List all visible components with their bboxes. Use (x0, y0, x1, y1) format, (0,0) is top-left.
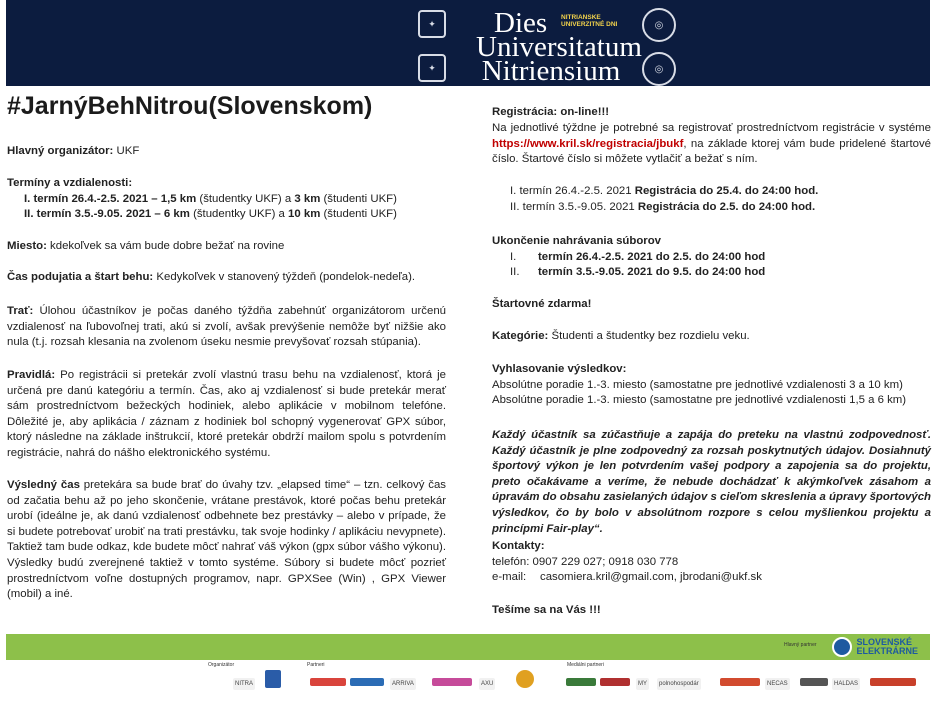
partner-logo: NECAS (765, 678, 790, 690)
upload1-number: I. (510, 250, 517, 263)
upload1-deadline: termín 26.4.-2.5. 2021 do 2.5. do 24:00 hod (538, 250, 766, 263)
track-label: Trať: (7, 305, 34, 317)
rules-value: Po registrácii si pretekár zvolí vlastnú trasu behu na vzdialenosť, ktorá je určená pre danú kategóriu a termín. Čas, ako aj vzdialenosť si bude pretekár merať sám prostredníctvom bežeckých hodiniek, alebo aplikácie v mobilnom telefóne. Dôležité je, aby aplikácia / záznam z hodiniek bol schopný vygenerovať GPX súbor, ktorý následne na základe inštrukcií, ktoré pretekár obdrží mailom spolu s potvrdením registrácie, nahrá do nášho elektronického systému. (7, 369, 446, 459)
reg-term1-dates: I. termín 26.4.-2.5. 2021 (510, 185, 635, 197)
results-line: Absolútne poradie 1.-3. miesto (samostatne pre jednotlivé vzdialenosti 3 a 10 km) (492, 378, 903, 391)
media-logo-icon (566, 678, 596, 686)
categories-value: Študenti a študentky bez rozdielu veku. (548, 330, 750, 342)
partner-logo: ARRIVA (390, 678, 416, 690)
closing-line: Tešíme sa na Vás !!! (492, 604, 601, 616)
media-logos-label: Mediálni partneri (567, 662, 604, 668)
place-line (7, 239, 447, 255)
email-value[interactable]: casomiera.kril@gmail.com, jbrodani@ukf.sk (540, 571, 762, 584)
logo-subtitle (561, 14, 621, 28)
term1-distance: 3 km (294, 192, 321, 205)
partner-logo-icon (432, 678, 472, 686)
header-banner (6, 0, 930, 86)
organizer-label: Hlavný organizátor: (7, 145, 114, 157)
se-logo-icon (832, 637, 852, 657)
registration-label: Registrácia: (492, 106, 558, 118)
organizer-line (7, 144, 447, 160)
terms-block (7, 176, 447, 223)
partner-name: SLOVENSKÉ (856, 637, 912, 647)
results-label: Vyhlasovanie výsledkov: (492, 363, 627, 375)
upload2-deadline: termín 3.5.-9.05. 2021 do 9.5. do 24:00 hod (538, 266, 766, 279)
media-logo-icon (600, 678, 630, 686)
term1-text: (študentky UKF) a (196, 192, 295, 205)
reg-term2-deadline: Registrácia do 2.5. do 24:00 hod. (637, 200, 816, 213)
term2-text: (študentky UKF) a (189, 208, 289, 221)
subtitle-line: NITRIANSKE (561, 14, 601, 21)
registration-paragraph (492, 121, 931, 168)
partner-logo-icon (516, 670, 534, 688)
start-label: Čas podujatia a štart behu: (7, 271, 154, 283)
rules-label: Pravidlá: (7, 369, 56, 381)
place-value: kdekoľvek sa vám bude dobre bežať na rovine (46, 240, 285, 252)
term1-dates: I. termín 26.4.-2.5. 2021 – 1,5 km (24, 192, 197, 205)
university-emblem-icon: ◎ (642, 8, 676, 42)
page-title: #JarnýBehNitrou(Slovenskom) (7, 92, 373, 120)
start-line (7, 270, 447, 286)
categories-label: Kategórie: (492, 330, 549, 342)
categories-line (492, 329, 932, 345)
partner-logo-icon (310, 678, 346, 686)
email-label: e-mail: (492, 571, 527, 584)
result-value: pretekára sa bude brať do úvahy tzv. „elapsed time“ – tzn. celkový čas od začatia behu až po jeho skončenie, vrátane prestávok, ktoré počas behu pretekár urobí (ideálne je, ak danú vzdialenosť odbehnete bez prestávky – alebo v prípade, že si budete potrebovať urobiť na trati prestávku, tak svoje hodinky / aplikáciu nevypnete). Taktiež tam bude odkaz, kde budete môcť nahrať váš výkon (gpx súbor vášho výkonu). Výsledky budú zverejnené taktiež v tomto systéme. Súbory si budete môcť pozrieť prostredníctvom voľne dostupných programov, napr. GPXSee (Win) , GPX Viewer (mobil) a iné. (7, 479, 447, 601)
term2-dates: II. termín 3.5.-9.05. 2021 – 6 km (24, 208, 190, 221)
media-logo-icon (870, 678, 916, 686)
rules-paragraph (7, 368, 446, 462)
registration-heading (492, 105, 932, 121)
partners-logos-label: Partneri (307, 662, 325, 668)
contacts-label: Kontakty: (492, 540, 545, 552)
track-value: Úlohou účastníkov je počas daného týždňa zabehnúť organizátorom určenú vzdialenosť na ľubovoľnej trati, akú si zvolí, avšak prevýšenie nemôže byť nižšie ako nula (t.j. rozsah klesania na zvolenom úseku nesmie prevyšovať rozsah stúpania). (7, 305, 446, 349)
registration-link[interactable]: https://www.kril.sk/registracia/jbukf (492, 137, 684, 150)
partner-name: ELEKTRÁRNE (856, 646, 918, 656)
slovenske-elektrarne-logo (832, 637, 918, 657)
partner-logo: MY (636, 678, 649, 690)
upload-label: Ukončenie nahrávania súborov (492, 235, 662, 247)
logo-line: Dies (494, 7, 548, 39)
registration-terms (510, 184, 930, 215)
partner-logo-icon (350, 678, 384, 686)
spu-seal-icon: ✦ (418, 54, 446, 82)
partner-logo: AXU (479, 678, 495, 690)
result-paragraph (7, 478, 446, 603)
results-line: Absolútne poradie 1.-3. miesto (samostatne pre jednotlivé vzdialenosti 1,5 a 6 km) (492, 394, 907, 407)
term1-text: (študenti UKF) (320, 192, 397, 205)
phone-line: telefón: 0907 229 027; 0918 030 778 (492, 555, 679, 568)
media-logo-icon (720, 678, 760, 686)
footer-band (6, 634, 930, 660)
registration-text: , na základe ktorej vám bude pridelené štartové číslo. Štartové číslo si môžete vytlačiť a bežať s ním. (492, 137, 931, 166)
term2-distance: 10 km (288, 208, 321, 221)
partner-logo: polnohospodár (657, 678, 701, 690)
logo-line: Nitriensium (481, 55, 621, 87)
place-label: Miesto: (7, 240, 47, 252)
university-emblem-icon: ◎ (642, 52, 676, 86)
partner-logo: NITRA (233, 678, 255, 690)
subtitle-line: UNIVERZITNÉ DNI (561, 21, 618, 28)
terms-label: Termíny a vzdialenosti: (7, 177, 133, 189)
result-label: Výsledný čas (7, 479, 80, 491)
media-logo-icon (800, 678, 828, 686)
organizer-logos-label: Organizátor (208, 662, 235, 668)
registration-text: Na jednotlivé týždne je potrebné sa registrovať prostredníctvom registrácie v systéme (492, 122, 931, 134)
main-partner-label: Hlavný partner (784, 642, 817, 648)
start-value: Kedykoľvek v stanovený týždeň (pondelok-nedeľa). (153, 271, 416, 283)
ukf-seal-icon: ✦ (418, 10, 446, 38)
term2-text: (študenti UKF) (320, 208, 397, 221)
track-paragraph (7, 304, 446, 351)
upload2-number: II. (510, 266, 520, 279)
results-block (492, 362, 932, 409)
organizer-value: UKF (113, 145, 140, 157)
logo-line: Universitatum (476, 31, 642, 63)
partner-logo: HALDAS (832, 678, 860, 690)
contacts-block (492, 539, 932, 586)
reg-term2-dates: II. termín 3.5.-9.05. 2021 (510, 200, 638, 213)
fee-line: Štartovné zdarma! (492, 298, 592, 310)
upload-block (492, 234, 932, 281)
nitra-crest-icon (265, 670, 281, 688)
registration-value: on-line!!! (557, 106, 610, 118)
reg-term1-deadline: Registrácia do 25.4. do 24:00 hod. (634, 185, 819, 197)
disclaimer-paragraph: Každý účastník sa zúčastňuje a zapája do preteku na vlastnú zodpovednosť. Každý účastník je plne zodpovedný za rozsah poskytnutých údajov. Dosiahnutý športový výkon je len potvrdením vašej podpory a zapojenia sa do projektu, preto očakávame a veríme, že nebude dochádzať k akýmkoľvek zásahom a úpravám do obsahu zasielaných údajov s cieľom skreslenia a úpravy športových výsledkov, čo by bolo v absolútnom rozpore s celou myšlienkou projektu a princípmi Fair-play“. (492, 429, 931, 535)
